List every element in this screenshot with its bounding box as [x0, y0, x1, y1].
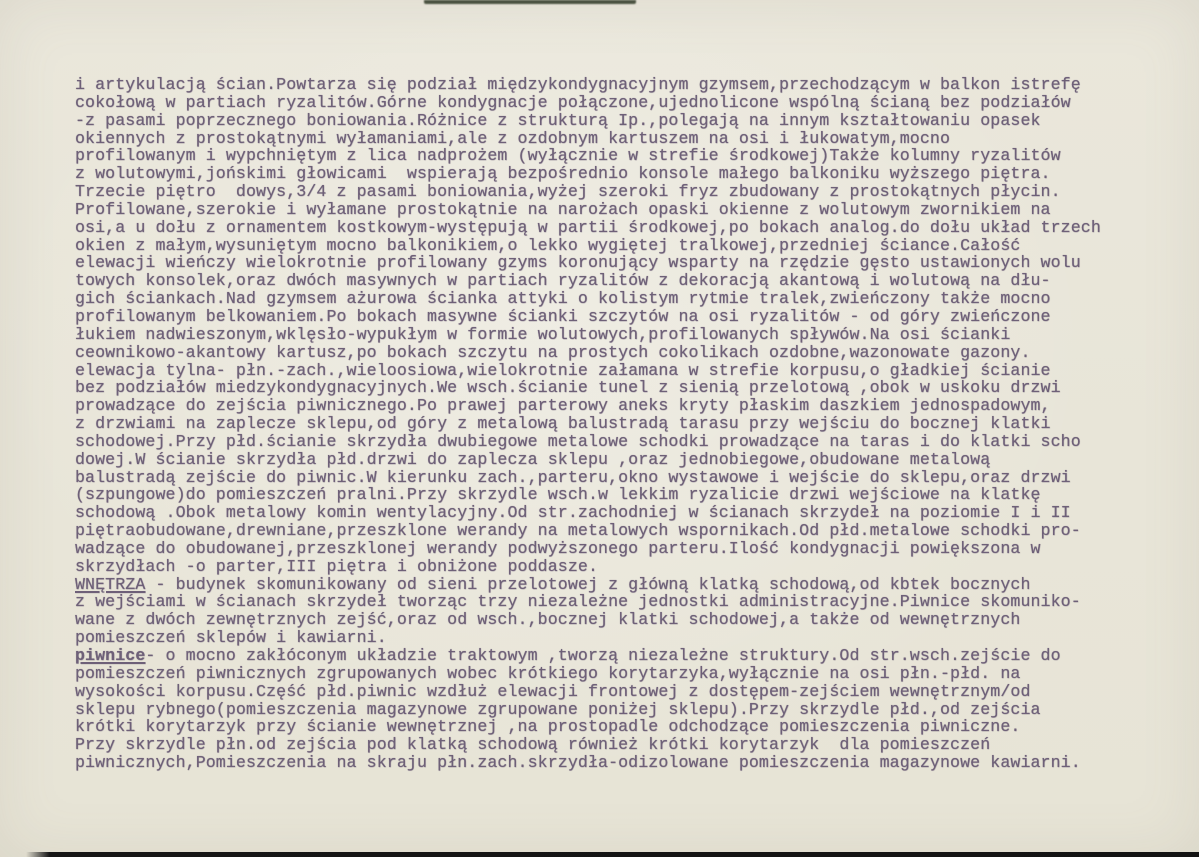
text-line [75, 183, 1185, 201]
text-segment: z wejściami w ścianach skrzydeł tworząc trzy niezależne jednostki administracyjne.Piwnice skomuniko- [75, 592, 1081, 612]
text-segment: elewacja tylna- płn.-zach.,wieloosiowa,wielokrotnie załamana w strefie korpusu,o gładkiej ścianie [75, 360, 1051, 380]
text-segment: prowadzące do zejścia piwnicznego.Po prawej parterowy aneks kryty płaskim daszkiem jednospadowym, [75, 396, 1051, 416]
text-line [75, 76, 1185, 94]
text-line [75, 683, 1185, 701]
text-line [75, 379, 1185, 397]
text-segment: dowej.W ścianie skrzydła płd.drzwi do zaplecza sklepu ,oraz jednobiegowe,obudowane metalową [75, 449, 991, 469]
text-line [75, 130, 1185, 148]
text-line [75, 147, 1185, 165]
text-line [75, 611, 1185, 629]
text-segment: ceownikowo-akantowy kartusz,po bokach szczytu na prostych cokolikach ozdobne,wazonowate gazony. [75, 342, 1031, 362]
text-segment: wadzące do obudowanej,przeszklonej werandy podwyższonego parteru.Ilość kondygnacji powiększona w [75, 538, 1041, 558]
text-segment: - o mocno zakłóconym układzie traktowym ,tworzą niezależne struktury.Od str.wsch.zejście do [145, 646, 1061, 665]
text-segment: schodowej.Przy płd.ścianie skrzydła dwubiegowe metalowe schodki prowadzące na taras i do klatki scho [75, 431, 1081, 451]
text-segment: okiennych z prostokątnymi wyłamaniami,ale z ozdobnym kartuszem na osi i łukowatym,mocno [75, 128, 951, 148]
text-line [75, 237, 1185, 255]
scan-edge-bottom [26, 852, 1199, 857]
text-line [75, 469, 1185, 487]
text-segment: gich ściankach.Nad gzymsem ażurowa ścianka attyki o kolistym rytmie tralek,zwieńczony także mocno [75, 289, 1051, 309]
text-segment: towych konsolek,oraz dwóch masywnych w partiach ryzalitów z dekoracją akantową i wolutową na dłu- [75, 271, 1051, 291]
text-line [75, 665, 1185, 683]
text-line [75, 308, 1185, 326]
text-line [75, 647, 1185, 665]
text-line [75, 415, 1185, 433]
text-line [75, 593, 1185, 611]
text-segment: (szpungowe)do pomieszczeń pralni.Przy skrzydle wsch.w lekkim ryzalicie drzwi wejściowe na klatkę [75, 485, 1041, 505]
text-segment: z drzwiami na zaplecze sklepu,od góry z metalową balustradą tarasu przy wejściu do bocznej klatki [75, 414, 1051, 434]
text-segment: elewacji wieńczy wielokrotnie profilowany gzyms koronujący wsparty na rzędzie gęsto ustawionych wolu [75, 253, 1081, 273]
text-segment: pomieszczeń piwnicznych zgrupowanych wobec krótkiego korytarzyka,wyłącznie na osi płn.-płd. na [75, 663, 1021, 683]
text-segment: balustradą zejście do piwnic.W kierunku zach.,parteru,okno wystawowe i wejście do sklepu,oraz drzwi [75, 467, 1071, 487]
text-line [75, 540, 1185, 558]
text-segment: Profilowane,szerokie i wyłamane prostokątnie na narożach opaski okienne z wolutowym zwornikiem na [75, 199, 1051, 219]
text-line [75, 94, 1185, 112]
text-segment: schodową .Obok metalowy komin wentylacyjny.Od str.zachodniej w ścianach skrzydeł na poziomie I i II [75, 503, 1071, 523]
text-segment: -z pasami poprzecznego boniowania.Różnice z strukturą Ip.,polegają na innym kształtowaniu opasek [75, 110, 1041, 130]
scan-edge-top-mark [424, 0, 636, 4]
text-line [75, 219, 1185, 237]
text-segment: piwnicznych,Pomieszczenia na skraju płn.zach.skrzydła-odizolowane pomieszczenia magazynowe kawiarni. [75, 753, 1081, 773]
text-segment: Trzecie piętro dowys,3/4 z pasami boniowania,wyżej szeroki fryz zbudowany z prostokątnych płycin. [75, 182, 1061, 202]
text-segment: osi,a u dołu z ornamentem kostkowym-występują w partii środkowej,po bokach analog.do dołu układ trzech [75, 217, 1101, 237]
text-line [75, 326, 1185, 344]
typewritten-text [75, 76, 1185, 772]
text-line [75, 112, 1185, 130]
text-line [75, 576, 1185, 594]
text-line [75, 701, 1185, 719]
text-segment: sklepu rybnego(pomieszczenia magazynowe zgrupowane poniżej sklepu).Przy skrzydle płd.,od zejścia [75, 699, 1041, 719]
text-segment: profilowanym i wypchniętym z lica nadprożem (wyłącznie w strefie środkowej)Także kolumny ryzalitów [75, 146, 1061, 166]
text-line [75, 451, 1185, 469]
text-line [75, 397, 1185, 415]
text-segment: i artykulacją ścian.Powtarza się podział międzykondygnacyjnym gzymsem,przechodzącym w balkon istrefę [75, 75, 1081, 94]
text-segment: okien z małym,wysuniętym mocno balkonikiem,o lekko wygiętej tralkowej,przedniej ściance.Całość [75, 235, 1021, 255]
text-segment: łukiem nadwieszonym,wklęsło-wypukłym w formie wolutowych,profilowanych spływów.Na osi ścianki [75, 324, 1011, 344]
text-segment: skrzydłach -o parter,III piętra i obniżone poddasze. [75, 556, 599, 576]
text-line [75, 629, 1185, 647]
text-line [75, 344, 1185, 362]
text-line [75, 165, 1185, 183]
text-line [75, 201, 1185, 219]
text-segment: krótki korytarzyk przy ścianie wewnętrznej ,na prostopadle odchodzące pomieszczenia piwniczne. [75, 717, 1021, 737]
text-line [75, 433, 1185, 451]
text-line [75, 504, 1185, 522]
text-segment: - budynek skomunikowany od sieni przelotowej z główną klatką schodową,od kbtek bocznych [145, 574, 1031, 594]
text-segment: pomieszczeń sklepów i kawiarni. [75, 628, 387, 648]
text-segment: profilowanym belkowaniem.Po bokach masywne ścianki szczytów na osi ryzalitów - od góry zwieńczone [75, 306, 1051, 326]
text-segment: wysokości korpusu.Część płd.piwnic wzdłuż elewacji frontowej z dostępem-zejściem wewnętrznym/od [75, 681, 1031, 701]
text-line [75, 290, 1185, 308]
text-line [75, 558, 1185, 576]
text-line [75, 754, 1185, 772]
text-line [75, 736, 1185, 754]
text-line [75, 486, 1185, 504]
underlined-heading: WNĘTRZA [75, 574, 146, 594]
text-line [75, 362, 1185, 380]
text-segment: Przy skrzydle płn.od zejścia pod klatką schodową również krótki korytarzyk dla pomieszczeń [75, 735, 991, 755]
text-line [75, 522, 1185, 540]
text-segment: cokołową w partiach ryzalitów.Górne kondygnacje połączone,ujednolicone wspólną ścianą bez podziałów [75, 92, 1071, 112]
text-segment: bez podziałów miedzykondygnacyjnych.We wsch.ścianie tunel z sienią przelotową ,obok w uskoku drzwi [75, 378, 1061, 398]
text-segment: z wolutowymi,jońskimi głowicami wspierają bezpośrednio konsole małego balkoniku wyższego piętra. [75, 164, 1051, 184]
text-line [75, 254, 1185, 272]
text-segment: wane z dwóch zewnętrznych zejść,oraz od wsch.,bocznej klatki schodowej,a także od wewnętrznych [75, 610, 1021, 630]
text-line [75, 272, 1185, 290]
text-segment: piętraobudowane,drewniane,przeszklone werandy na metalowych wspornikach.Od płd.metalowe schodki pro- [75, 521, 1081, 541]
text-line [75, 718, 1185, 736]
underlined-heading: piwnice [75, 646, 146, 665]
